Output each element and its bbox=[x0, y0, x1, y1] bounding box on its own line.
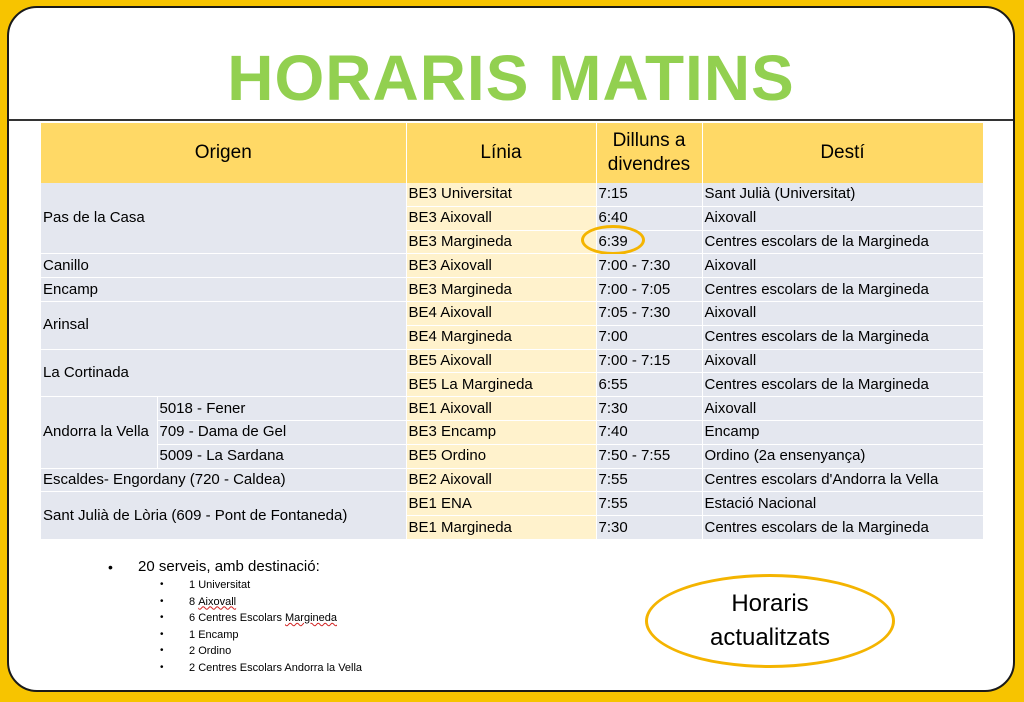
line-cell: BE4 Margineda bbox=[406, 325, 596, 349]
table-row bbox=[41, 468, 983, 492]
destination-cell: Ordino (2a ensenyança) bbox=[702, 444, 983, 468]
item-text: Universitat bbox=[198, 579, 251, 591]
table-row bbox=[41, 183, 983, 206]
time-cell: 7:00 - 7:30 bbox=[596, 254, 702, 278]
item-text: Ordino bbox=[198, 645, 232, 658]
time-cell: 6:55 bbox=[596, 373, 702, 397]
line-cell: BE1 ENA bbox=[406, 492, 596, 516]
list-item bbox=[160, 627, 362, 644]
destination-cell: Aixovall bbox=[702, 206, 983, 230]
bullet-icon: • bbox=[160, 628, 164, 640]
bullet-icon: • bbox=[160, 612, 164, 624]
item-text: Aixovall bbox=[198, 595, 237, 608]
bullet-icon: • bbox=[160, 579, 164, 590]
header-horari-line1: Dilluns a bbox=[612, 130, 686, 151]
line-cell: BE2 Aixovall bbox=[406, 468, 596, 492]
updated-badge bbox=[645, 574, 895, 668]
time-cell: 7:55 bbox=[596, 468, 702, 492]
summary-sublist bbox=[108, 577, 362, 677]
origin-cell: Canillo bbox=[41, 254, 406, 278]
bullet-icon: • bbox=[108, 558, 113, 575]
item-count: 1 bbox=[189, 579, 196, 591]
destination-cell: Aixovall bbox=[702, 254, 983, 278]
origin-cell: Sant Julià de Lòria (609 - Pont de Fontaneda) bbox=[41, 492, 406, 540]
time-cell: 7:30 bbox=[596, 516, 702, 540]
origin-cell: Andorra la Vella bbox=[41, 397, 157, 468]
table-row bbox=[41, 301, 983, 325]
time-cell: 7:30 bbox=[596, 397, 702, 421]
destination-cell: Centres escolars de la Margineda bbox=[702, 373, 983, 397]
origin-cell: Encamp bbox=[41, 278, 406, 302]
item-text-underlined: Margineda bbox=[285, 612, 337, 625]
time-cell: 7:40 bbox=[596, 420, 702, 444]
schedule-table bbox=[41, 123, 984, 540]
item-count: 2 bbox=[189, 661, 196, 674]
origin-cell: Pas de la Casa bbox=[41, 183, 406, 254]
destination-cell: Aixovall bbox=[702, 301, 983, 325]
destination-cell: Estació Nacional bbox=[702, 492, 983, 516]
destination-cell: Sant Julià (Universitat) bbox=[702, 183, 983, 206]
line-cell: BE5 La Margineda bbox=[406, 373, 596, 397]
item-count: 6 bbox=[189, 612, 196, 625]
time-cell: 7:15 bbox=[596, 183, 702, 206]
line-cell: BE3 Encamp bbox=[406, 420, 596, 444]
item-count: 2 bbox=[189, 645, 196, 658]
time-cell: 6:40 bbox=[596, 206, 702, 230]
origin-cell: Escaldes- Engordany (720 - Caldea) bbox=[41, 468, 406, 492]
header-horari-line2: divendres bbox=[607, 154, 691, 175]
list-item bbox=[160, 660, 362, 677]
line-cell: BE3 Aixovall bbox=[406, 254, 596, 278]
line-cell: BE3 Universitat bbox=[406, 183, 596, 206]
time-cell: 7:00 - 7:15 bbox=[596, 349, 702, 373]
summary-list bbox=[108, 558, 362, 677]
item-text: Centres Escolars Andorra la Vella bbox=[198, 661, 363, 674]
summary-main-item bbox=[108, 558, 362, 575]
header-horari bbox=[596, 123, 702, 183]
destination-cell: Aixovall bbox=[702, 397, 983, 421]
table-row bbox=[41, 420, 983, 444]
header-linia: Línia bbox=[406, 123, 596, 183]
table-row bbox=[41, 397, 983, 421]
item-text: Centres Escolars bbox=[198, 612, 282, 625]
title-divider bbox=[9, 119, 1013, 121]
time-cell: 7:55 bbox=[596, 492, 702, 516]
stop-cell: 709 - Dama de Gel bbox=[157, 420, 406, 444]
line-cell: BE3 Margineda bbox=[406, 230, 596, 254]
time-cell: 7:00 bbox=[596, 325, 702, 349]
table-row bbox=[41, 278, 983, 302]
destination-cell: Centres escolars de la Margineda bbox=[702, 325, 983, 349]
destination-cell: Encamp bbox=[702, 420, 983, 444]
origin-cell: Arinsal bbox=[41, 301, 406, 349]
table-row bbox=[41, 444, 983, 468]
item-count: 1 bbox=[189, 628, 196, 641]
item-count: 8 bbox=[189, 595, 196, 608]
stop-cell: 5018 - Fener bbox=[157, 397, 406, 421]
time-cell: 7:00 - 7:05 bbox=[596, 278, 702, 302]
line-cell: BE5 Ordino bbox=[406, 444, 596, 468]
summary-main-text: 20 serveis, amb destinació: bbox=[138, 558, 320, 575]
line-cell: BE4 Aixovall bbox=[406, 301, 596, 325]
line-cell: BE5 Aixovall bbox=[406, 349, 596, 373]
origin-cell: La Cortinada bbox=[41, 349, 406, 397]
list-item bbox=[160, 643, 362, 660]
badge-line2: actualitzats bbox=[709, 624, 831, 651]
destination-cell: Centres escolars de la Margineda bbox=[702, 278, 983, 302]
header-origen: Origen bbox=[41, 123, 406, 183]
time-cell-highlighted bbox=[596, 230, 702, 254]
time-cell: 7:05 - 7:30 bbox=[596, 301, 702, 325]
destination-cell: Aixovall bbox=[702, 349, 983, 373]
line-cell: BE1 Margineda bbox=[406, 516, 596, 540]
bullet-icon: • bbox=[160, 645, 164, 657]
list-item bbox=[160, 610, 362, 627]
line-cell: BE3 Margineda bbox=[406, 278, 596, 302]
bullet-icon: • bbox=[160, 595, 164, 607]
destination-cell: Centres escolars de la Margineda bbox=[702, 230, 983, 254]
highlight-circle bbox=[581, 225, 645, 255]
stop-cell: 5009 - La Sardana bbox=[157, 444, 406, 468]
list-item bbox=[160, 577, 362, 594]
page-title: HORARIS MATINS bbox=[227, 42, 795, 114]
list-item bbox=[160, 594, 362, 611]
time-cell: 7:50 - 7:55 bbox=[596, 444, 702, 468]
destination-cell: Centres escolars de la Margineda bbox=[702, 516, 983, 540]
line-cell: BE3 Aixovall bbox=[406, 206, 596, 230]
destination-cell: Centres escolars d'Andorra la Vella bbox=[702, 468, 983, 492]
table-header-row bbox=[41, 123, 983, 183]
table-row bbox=[41, 349, 983, 373]
table-row bbox=[41, 254, 983, 278]
table-row bbox=[41, 492, 983, 516]
header-desti: Destí bbox=[702, 123, 983, 183]
line-cell: BE1 Aixovall bbox=[406, 397, 596, 421]
badge-line1: Horaris bbox=[731, 590, 809, 617]
time-value: 6:39 bbox=[598, 232, 628, 250]
item-text: Encamp bbox=[198, 628, 239, 641]
bullet-icon: • bbox=[160, 661, 164, 673]
